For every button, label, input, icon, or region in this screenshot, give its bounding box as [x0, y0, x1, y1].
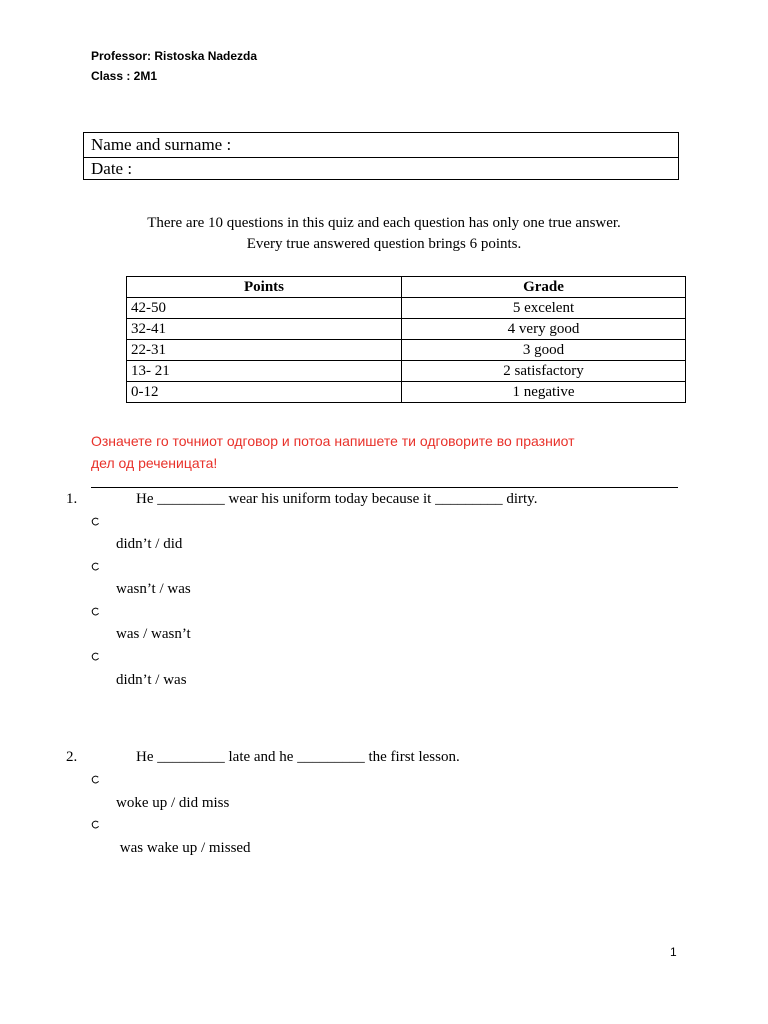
grade-table [126, 276, 686, 403]
grade-header: Grade [402, 277, 686, 298]
grade-cell: 4 very good [402, 319, 686, 340]
class-line: Class : 2M1 [91, 69, 158, 83]
points-cell: 13- 21 [127, 361, 402, 382]
date-field[interactable]: Date : [91, 159, 133, 178]
question-text: He _________ wear his uniform today because it _________ dirty. [136, 491, 538, 507]
grade-cell: 5 excelent [402, 298, 686, 319]
points-cell: 0-12 [127, 382, 402, 403]
question-number: 1. [66, 491, 78, 507]
points-cell: 22-31 [127, 340, 402, 361]
grade-cell: 1 negative [402, 382, 686, 403]
answer-option: didn’t / did [116, 536, 183, 552]
page-number: 1 [670, 945, 677, 959]
radio-button-icon[interactable] [91, 607, 100, 616]
table-row [127, 319, 686, 340]
points-cell: 32-41 [127, 319, 402, 340]
table-row [127, 361, 686, 382]
instruction-line-2: дел од реченицата! [91, 455, 218, 471]
divider [91, 487, 678, 488]
answer-option: was / wasn’t [116, 626, 191, 642]
instruction-line-1: Означете го точниот одговор и потоа напишете ти одговорите во празниот [91, 433, 575, 449]
answer-option: didn’t / was [116, 672, 187, 688]
radio-button-icon[interactable] [91, 517, 100, 526]
points-header: Points [127, 277, 402, 298]
radio-button-icon[interactable] [91, 775, 100, 784]
radio-button-icon[interactable] [91, 652, 100, 661]
name-field[interactable]: Name and surname : [84, 133, 678, 158]
student-info-box [83, 132, 679, 180]
grade-table-header [127, 277, 686, 298]
question-text: He _________ late and he _________ the first lesson. [136, 749, 460, 765]
table-row [127, 382, 686, 403]
grade-cell: 2 satisfactory [402, 361, 686, 382]
intro-line-1: There are 10 questions in this quiz and each question has only one true answer. [147, 215, 621, 231]
intro-line-2: Every true answered question brings 6 points. [246, 236, 522, 252]
professor-line: Professor: Ristoska Nadezda [91, 49, 258, 63]
answer-option: woke up / did miss [116, 795, 230, 811]
points-cell: 42-50 [127, 298, 402, 319]
answer-option: wasn’t / was [116, 581, 191, 597]
table-row [127, 298, 686, 319]
radio-button-icon[interactable] [91, 820, 100, 829]
table-row [127, 340, 686, 361]
grade-cell: 3 good [402, 340, 686, 361]
radio-button-icon[interactable] [91, 562, 100, 571]
question-number: 2. [66, 749, 78, 765]
answer-option: was wake up / missed [116, 840, 251, 856]
